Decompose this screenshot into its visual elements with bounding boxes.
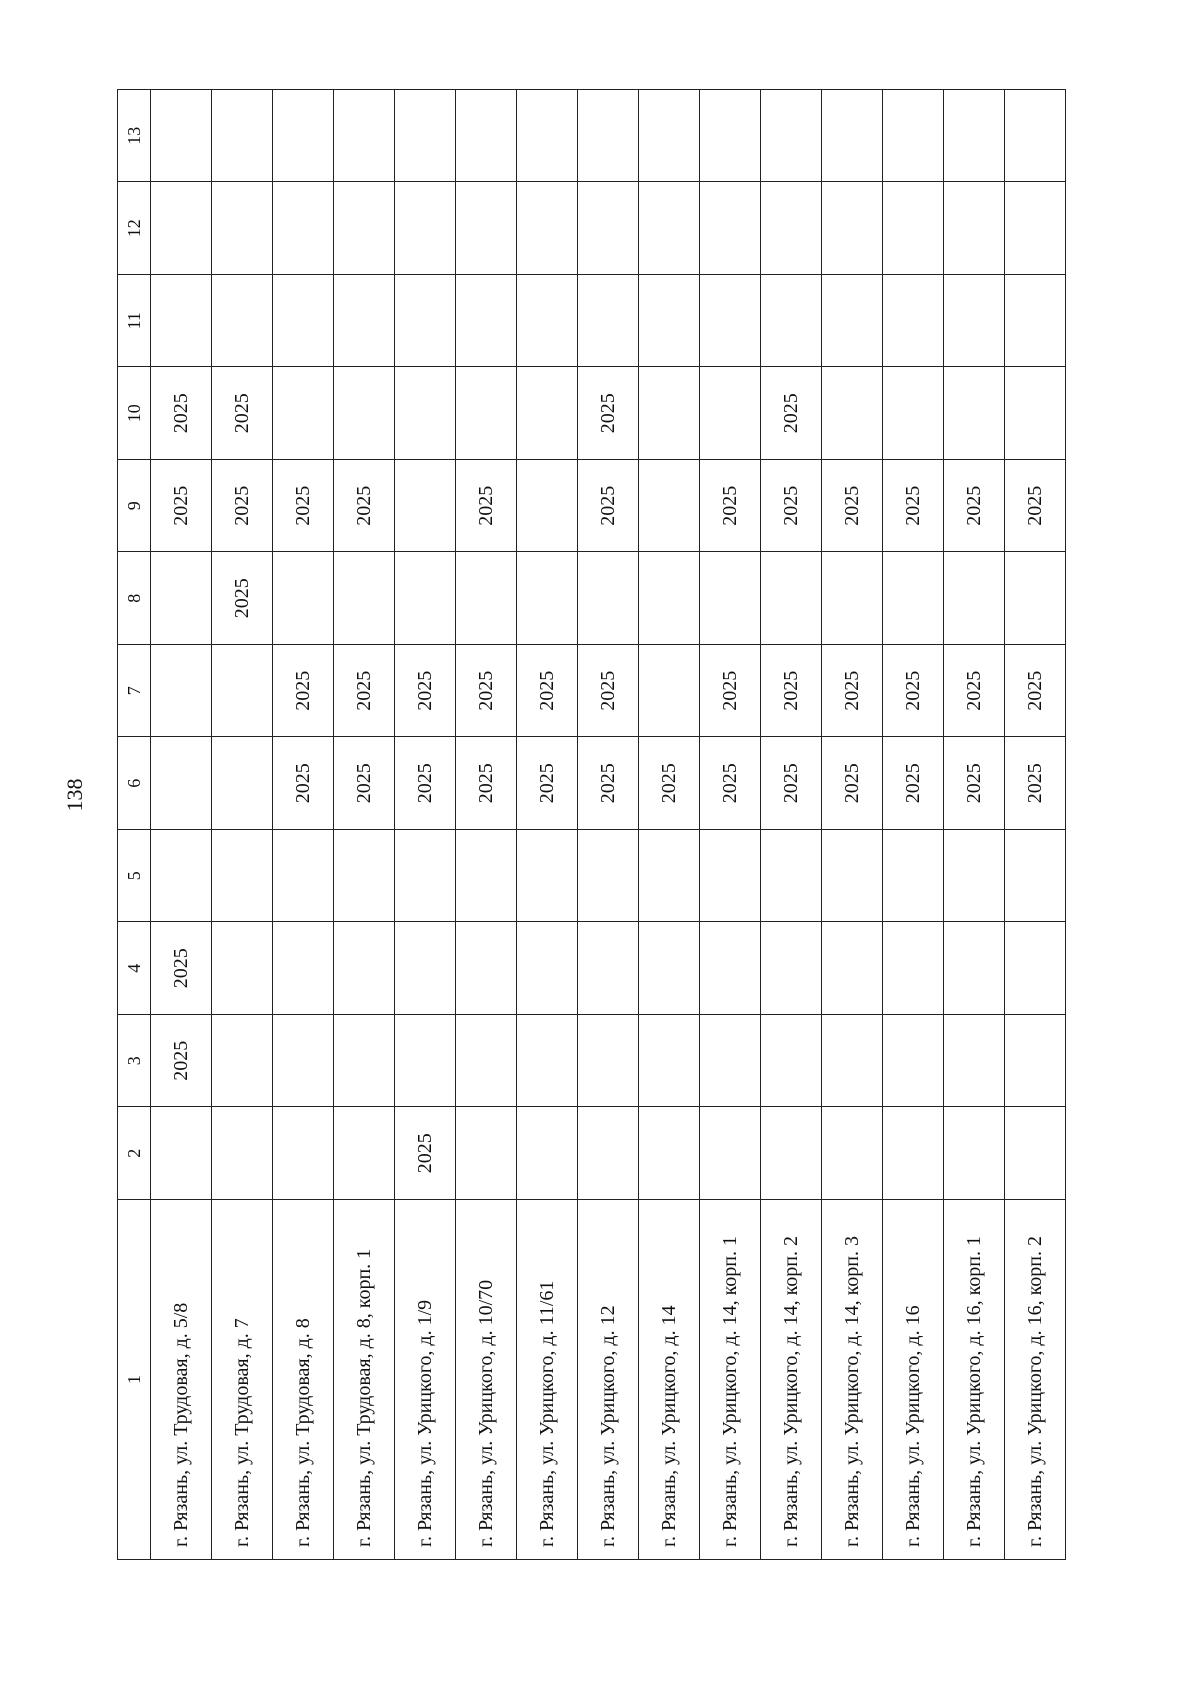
- year-cell: [517, 1107, 578, 1200]
- year-cell: [517, 367, 578, 460]
- column-number-row: [118, 90, 151, 1560]
- year-cell: [212, 1015, 273, 1108]
- year-cell: [334, 552, 395, 645]
- year-cell: [395, 1015, 456, 1108]
- table-row: [761, 90, 822, 1560]
- column-header: 6: [118, 737, 151, 830]
- year-cell: [700, 922, 761, 1015]
- year-cell: 2025: [822, 645, 883, 738]
- year-cell: [822, 552, 883, 645]
- address-cell: г. Рязань, ул. Урицкого, д. 16, корп. 1: [944, 1200, 1005, 1560]
- year-cell: 2025: [883, 645, 944, 738]
- year-cell: [212, 922, 273, 1015]
- year-cell: [151, 275, 212, 368]
- year-cell: [1005, 367, 1066, 460]
- address-cell: г. Рязань, ул. Урицкого, д. 14, корп. 2: [761, 1200, 822, 1560]
- address-cell: г. Рязань, ул. Трудовая, д. 8: [273, 1200, 334, 1560]
- address-cell: г. Рязань, ул. Урицкого, д. 1/9: [395, 1200, 456, 1560]
- year-cell: [456, 1107, 517, 1200]
- table-row: [1005, 90, 1066, 1560]
- table-row: [273, 90, 334, 1560]
- year-cell: 2025: [1005, 460, 1066, 553]
- year-cell: 2025: [761, 460, 822, 553]
- year-cell: 2025: [517, 645, 578, 738]
- column-header: 8: [118, 552, 151, 645]
- year-cell: [151, 645, 212, 738]
- year-cell: [456, 830, 517, 923]
- column-header: 10: [118, 367, 151, 460]
- year-cell: [578, 90, 639, 183]
- table-row: [944, 90, 1005, 1560]
- column-header: 5: [118, 830, 151, 923]
- year-cell: [395, 922, 456, 1015]
- year-cell: [456, 922, 517, 1015]
- year-cell: [883, 182, 944, 275]
- year-cell: 2025: [334, 645, 395, 738]
- address-cell: г. Рязань, ул. Трудовая, д. 8, корп. 1: [334, 1200, 395, 1560]
- year-cell: 2025: [151, 1015, 212, 1108]
- year-cell: [1005, 275, 1066, 368]
- year-cell: [151, 552, 212, 645]
- year-cell: [883, 552, 944, 645]
- year-cell: [639, 922, 700, 1015]
- year-cell: [334, 1107, 395, 1200]
- year-cell: 2025: [1005, 645, 1066, 738]
- year-cell: [334, 182, 395, 275]
- year-cell: [944, 552, 1005, 645]
- year-cell: [212, 1107, 273, 1200]
- year-cell: [761, 922, 822, 1015]
- column-header: 3: [118, 1015, 151, 1108]
- year-cell: [1005, 182, 1066, 275]
- year-cell: [151, 737, 212, 830]
- year-cell: [700, 275, 761, 368]
- year-cell: [151, 1107, 212, 1200]
- address-cell: г. Рязань, ул. Урицкого, д. 12: [578, 1200, 639, 1560]
- year-cell: 2025: [517, 737, 578, 830]
- year-cell: [456, 182, 517, 275]
- year-cell: 2025: [700, 645, 761, 738]
- year-cell: [639, 1015, 700, 1108]
- year-cell: [578, 275, 639, 368]
- year-cell: [700, 367, 761, 460]
- year-cell: [273, 90, 334, 183]
- schedule-table: [117, 89, 1066, 1560]
- year-cell: [944, 90, 1005, 183]
- column-header: 7: [118, 645, 151, 738]
- year-cell: [578, 552, 639, 645]
- year-cell: [395, 367, 456, 460]
- year-cell: 2025: [944, 460, 1005, 553]
- year-cell: [395, 90, 456, 183]
- year-cell: 2025: [761, 737, 822, 830]
- year-cell: [822, 90, 883, 183]
- year-cell: [151, 90, 212, 183]
- year-cell: 2025: [151, 922, 212, 1015]
- year-cell: [700, 552, 761, 645]
- year-cell: 2025: [578, 645, 639, 738]
- year-cell: [883, 275, 944, 368]
- year-cell: [883, 922, 944, 1015]
- year-cell: [212, 182, 273, 275]
- year-cell: [517, 90, 578, 183]
- year-cell: [334, 830, 395, 923]
- column-header: 11: [118, 275, 151, 368]
- year-cell: 2025: [944, 737, 1005, 830]
- column-header: 12: [118, 182, 151, 275]
- year-cell: [151, 830, 212, 923]
- year-cell: [944, 367, 1005, 460]
- year-cell: [456, 367, 517, 460]
- year-cell: [761, 1015, 822, 1108]
- table-row: [212, 90, 273, 1560]
- year-cell: [395, 552, 456, 645]
- year-cell: [944, 1107, 1005, 1200]
- year-cell: [761, 182, 822, 275]
- year-cell: [883, 1015, 944, 1108]
- year-cell: [334, 275, 395, 368]
- year-cell: 2025: [151, 367, 212, 460]
- year-cell: 2025: [761, 645, 822, 738]
- year-cell: [578, 1107, 639, 1200]
- year-cell: [639, 275, 700, 368]
- year-cell: [761, 90, 822, 183]
- year-cell: [395, 460, 456, 553]
- year-cell: 2025: [273, 737, 334, 830]
- address-cell: г. Рязань, ул. Урицкого, д. 14, корп. 1: [700, 1200, 761, 1560]
- year-cell: [639, 90, 700, 183]
- address-cell: г. Рязань, ул. Трудовая, д. 7: [212, 1200, 273, 1560]
- column-header: 9: [118, 460, 151, 553]
- page-number: 138: [62, 778, 87, 812]
- year-cell: 2025: [395, 737, 456, 830]
- year-cell: [212, 645, 273, 738]
- year-cell: 2025: [639, 737, 700, 830]
- year-cell: 2025: [578, 737, 639, 830]
- year-cell: [517, 1015, 578, 1108]
- year-cell: [761, 830, 822, 923]
- year-cell: [578, 922, 639, 1015]
- address-cell: г. Рязань, ул. Урицкого, д. 16: [883, 1200, 944, 1560]
- year-cell: [273, 830, 334, 923]
- year-cell: [822, 1015, 883, 1108]
- year-cell: [700, 90, 761, 183]
- year-cell: [700, 1015, 761, 1108]
- year-cell: [761, 1107, 822, 1200]
- year-cell: [1005, 552, 1066, 645]
- year-cell: [883, 90, 944, 183]
- year-cell: [761, 552, 822, 645]
- year-cell: [517, 922, 578, 1015]
- table-row: [700, 90, 761, 1560]
- year-cell: 2025: [334, 737, 395, 830]
- year-cell: [212, 90, 273, 183]
- year-cell: 2025: [700, 460, 761, 553]
- year-cell: 2025: [273, 460, 334, 553]
- year-cell: 2025: [334, 460, 395, 553]
- year-cell: [639, 367, 700, 460]
- table-row: [883, 90, 944, 1560]
- year-cell: [334, 367, 395, 460]
- year-cell: 2025: [761, 367, 822, 460]
- table-row: [517, 90, 578, 1560]
- year-cell: [639, 460, 700, 553]
- year-cell: [944, 922, 1005, 1015]
- table-row: [578, 90, 639, 1560]
- year-cell: [944, 830, 1005, 923]
- year-cell: 2025: [883, 460, 944, 553]
- year-cell: [944, 1015, 1005, 1108]
- year-cell: [1005, 922, 1066, 1015]
- year-cell: [273, 1107, 334, 1200]
- year-cell: 2025: [456, 737, 517, 830]
- address-cell: г. Рязань, ул. Урицкого, д. 14: [639, 1200, 700, 1560]
- column-header: 13: [118, 90, 151, 183]
- year-cell: [822, 1107, 883, 1200]
- year-cell: [1005, 830, 1066, 923]
- year-cell: [517, 460, 578, 553]
- year-cell: 2025: [944, 645, 1005, 738]
- column-header: 4: [118, 922, 151, 1015]
- year-cell: [822, 275, 883, 368]
- table-body: [151, 90, 1066, 1560]
- year-cell: 2025: [212, 552, 273, 645]
- year-cell: [944, 182, 1005, 275]
- table-row: [639, 90, 700, 1560]
- table-row: [456, 90, 517, 1560]
- year-cell: [517, 275, 578, 368]
- year-cell: [700, 830, 761, 923]
- year-cell: 2025: [273, 645, 334, 738]
- table-row: [334, 90, 395, 1560]
- year-cell: [456, 552, 517, 645]
- address-cell: г. Рязань, ул. Урицкого, д. 11/61: [517, 1200, 578, 1560]
- year-cell: [517, 552, 578, 645]
- year-cell: 2025: [1005, 737, 1066, 830]
- year-cell: 2025: [395, 645, 456, 738]
- address-cell: г. Рязань, ул. Урицкого, д. 14, корп. 3: [822, 1200, 883, 1560]
- year-cell: 2025: [822, 737, 883, 830]
- year-cell: [1005, 1107, 1066, 1200]
- column-header: 2: [118, 1107, 151, 1200]
- year-cell: [212, 275, 273, 368]
- year-cell: [334, 922, 395, 1015]
- year-cell: [639, 1107, 700, 1200]
- year-cell: [822, 922, 883, 1015]
- year-cell: 2025: [456, 460, 517, 553]
- address-cell: г. Рязань, ул. Урицкого, д. 16, корп. 2: [1005, 1200, 1066, 1560]
- year-cell: [883, 830, 944, 923]
- year-cell: 2025: [395, 1107, 456, 1200]
- year-cell: 2025: [151, 460, 212, 553]
- year-cell: [639, 645, 700, 738]
- year-cell: [334, 1015, 395, 1108]
- year-cell: [456, 1015, 517, 1108]
- year-cell: [212, 737, 273, 830]
- rotated-table-wrapper: [117, 90, 1066, 1560]
- year-cell: [883, 367, 944, 460]
- year-cell: 2025: [578, 460, 639, 553]
- address-cell: г. Рязань, ул. Трудовая, д. 5/8: [151, 1200, 212, 1560]
- year-cell: 2025: [212, 367, 273, 460]
- year-cell: [639, 552, 700, 645]
- year-cell: [639, 830, 700, 923]
- table-row: [395, 90, 456, 1560]
- year-cell: [639, 182, 700, 275]
- year-cell: 2025: [883, 737, 944, 830]
- year-cell: [273, 367, 334, 460]
- address-cell: г. Рязань, ул. Урицкого, д. 10/70: [456, 1200, 517, 1560]
- table-row: [822, 90, 883, 1560]
- year-cell: [517, 830, 578, 923]
- year-cell: [151, 182, 212, 275]
- year-cell: [578, 182, 639, 275]
- table-row: [151, 90, 212, 1560]
- year-cell: [273, 275, 334, 368]
- year-cell: [700, 182, 761, 275]
- column-header: 1: [118, 1200, 151, 1560]
- year-cell: [761, 275, 822, 368]
- year-cell: [395, 182, 456, 275]
- year-cell: [273, 1015, 334, 1108]
- year-cell: 2025: [212, 460, 273, 553]
- year-cell: 2025: [456, 645, 517, 738]
- year-cell: [1005, 90, 1066, 183]
- year-cell: [395, 830, 456, 923]
- year-cell: [578, 830, 639, 923]
- year-cell: 2025: [822, 460, 883, 553]
- year-cell: [273, 182, 334, 275]
- year-cell: [944, 275, 1005, 368]
- year-cell: [822, 182, 883, 275]
- year-cell: [517, 182, 578, 275]
- year-cell: 2025: [700, 737, 761, 830]
- year-cell: [822, 367, 883, 460]
- year-cell: [883, 1107, 944, 1200]
- year-cell: [273, 552, 334, 645]
- year-cell: [700, 1107, 761, 1200]
- year-cell: [395, 275, 456, 368]
- year-cell: [578, 1015, 639, 1108]
- year-cell: 2025: [578, 367, 639, 460]
- year-cell: [456, 90, 517, 183]
- year-cell: [334, 90, 395, 183]
- year-cell: [1005, 1015, 1066, 1108]
- year-cell: [273, 922, 334, 1015]
- year-cell: [456, 275, 517, 368]
- year-cell: [822, 830, 883, 923]
- year-cell: [212, 830, 273, 923]
